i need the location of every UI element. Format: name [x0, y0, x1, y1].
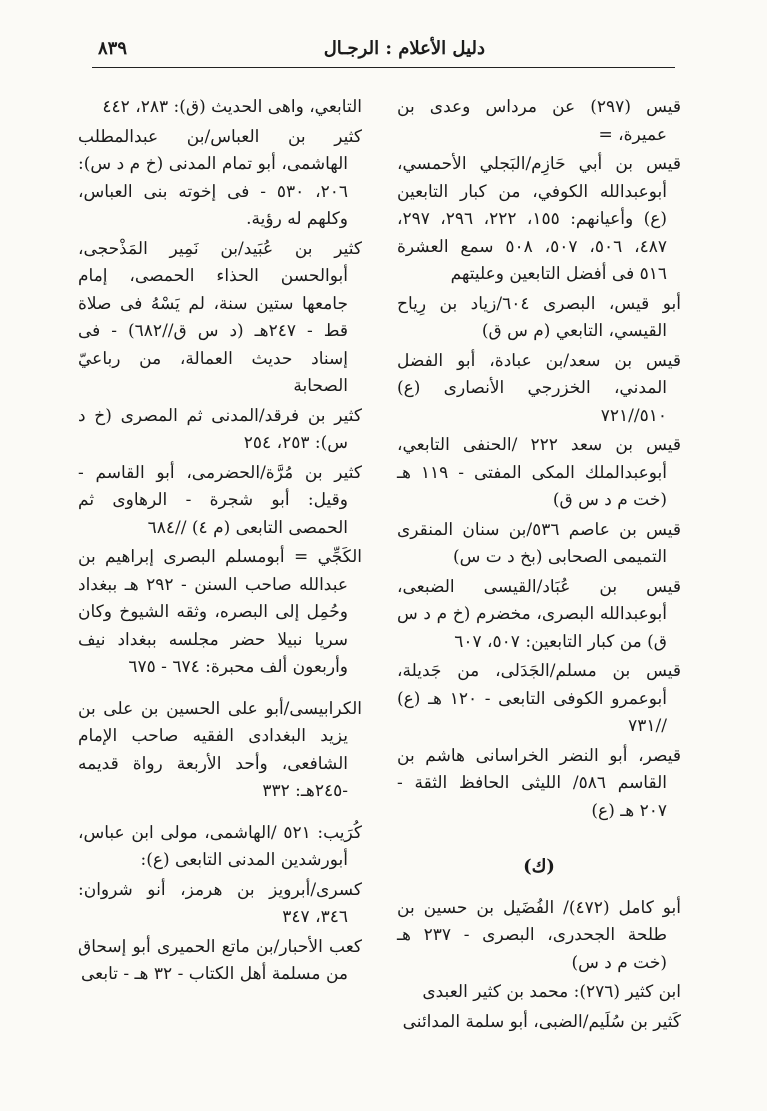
index-entry: التابعي، واهى الحديث (ق): ٢٨٣، ٤٤٢	[102, 97, 362, 117]
header-rule	[92, 67, 675, 68]
index-entry: ابن كثير (٢٧٦): محمد بن كثير العبدى	[422, 982, 681, 1002]
left-column	[78, 94, 362, 991]
index-entry: كثير بن مُرَّة/الحضرمى، أبو القاسم - وقيل: أبو شجرة - الرهاوى ثم الحمصى التابعى (م ٤) //٦٨٤	[78, 462, 362, 538]
index-entry: قيس بن عاصم ٥٣٦/بن سنان المنقرى التميمى الصحابى (بخ د ت س)	[397, 519, 681, 567]
running-title: دليل الأعلام : الرجـال	[323, 38, 485, 59]
index-entry: الكرابيسى/أبو على الحسين بن على بن يزيد البغدادى الفقيه صاحب الإمام الشافعى، وأحد الأربعة رواة قديمه -٢٤٥هـ: ٣٣٢	[78, 698, 362, 801]
index-entry: قيس بن أبي حَازِم/البَجلي الأحمسي، أبوعبدالله الكوفي، من كبار التابعين (ع) وأعيانهم: ١٥٥، ٢٢٢، ٢٩٦، ٢٩٧، ٤٨٧، ٥٠٦، ٥٠٧، ٥٠٨ سمع العشرة ٥١٦ فى أفضل التابعين وعليتهم	[397, 154, 681, 284]
page-header	[92, 34, 675, 68]
index-entry: قيس بن سعد/بن عبادة، أبو الفضل المدني، الخزرجي الأنصارى (ع) ٥١٠//٧٢١	[397, 350, 681, 426]
index-entry: قيصر، أبو النضر الخراسانى هاشم بن القاسم ٥٨٦/ الليثى الحافظ الثقة - ٢٠٧ هـ (ع)	[397, 745, 681, 821]
index-entry: كَثير بن سُلَيم/الضبى، أبو سلمة المدائنى	[402, 1011, 681, 1032]
section-heading: (ك)	[523, 856, 555, 877]
index-entry: قيس بن مسلم/الجَدَلى، من جَديلة، أبوعمرو الكوفى التابعى - ١٢٠ هـ (ع) //٧٣١	[397, 661, 681, 736]
index-entry: أبو كامل (٤٧٢)/ الفُضَيل بن حسين بن طلحة الجحدرى، البصرى - ٢٣٧ هـ (خت م د س)	[397, 897, 681, 973]
index-entry: الكَجِّي = أبومسلم البصرى إبراهيم بن عبدالله صاحب السنن - ٢٩٢ هـ ببغداد وحُمِل إلى البصره، وثقه الشيوخ وكان سريا نبيلا حضر مجلسه ببغداد نيف وأربعون ألف محبرة: ٦٧٤ - ٦٧٥	[78, 547, 362, 677]
right-column	[397, 94, 681, 1038]
index-entry: كثير بن العباس/بن عبدالمطلب الهاشمى، أبو تمام المدنى (خ م د س): ٢٠٦، ٥٣٠ - فى إخوته بنى العباس، وكلهم له رؤية.	[78, 126, 362, 229]
page-number: ٨٣٩	[98, 38, 128, 59]
index-entry: قيس بن سعد ٢٢٢ /الحنفى التابعي، أبوعبدالملك المكى المفتى - ١١٩ هـ (خت م د س ق)	[397, 435, 681, 510]
index-entry: قيس (٢٩٧) عن مرداس وعدى بن عميرة، =	[397, 97, 681, 145]
index-entry: قيس بن عُبَاد/القيسى الضبعى، أبوعبدالله البصرى، مخضرم (خ م د س ق) من كبار التابعين: ٥٠٧، ٦٠٧	[397, 576, 681, 652]
index-entry: كُرَيب: ٥٢١ /الهاشمى، مولى ابن عباس، أبورشدين المدنى التابعى (ع):	[78, 822, 362, 870]
index-entry: كعب الأحبار/بن ماتع الحميرى أبو إسحاق من مسلمة أهل الكتاب - ٣٢ هـ - تابعى	[78, 936, 362, 984]
index-entry: كسرى/أبرويز بن هرمز، أنو شروان: ٣٤٦، ٣٤٧	[78, 879, 362, 927]
index-entry: كثير بن عُبَيد/بن نَمِير المَذْحجى، أبوالحسن الحذاء الحمصى، إمام جامعها ستين سنة، لم يَسْهُ فى صلاة قط - ٢٤٧هـ (د س ق//٦٨٢) - فى إسناد حديث العمالة، من رباعيّ الصحابة	[78, 238, 362, 396]
index-entry: أبو قيس، البصرى ٦٠٤/زياد بن رِياح القيسي، التابعي (م س ق)	[397, 293, 682, 341]
index-entry: كثير بن فرقد/المدنى ثم المصرى (خ د س): ٢٥٣، ٢٥٤	[78, 405, 362, 453]
